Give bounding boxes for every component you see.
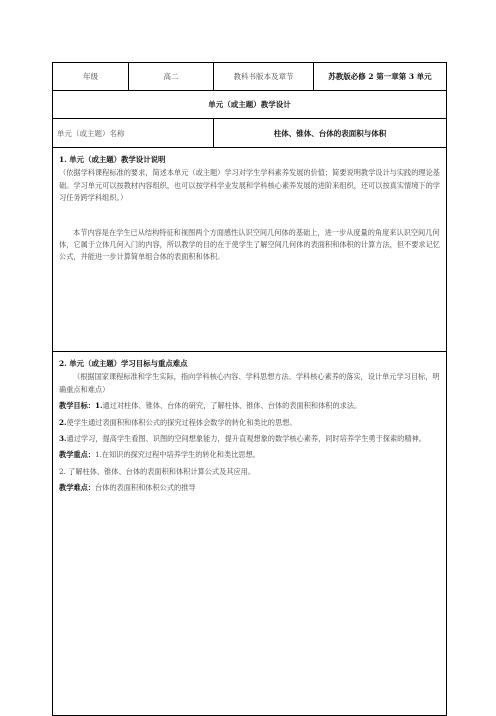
section2-note: （根据国家课程标准和学生实际，指向学科核心内容、学科思想方法、学科核心素养的落实，设计单元学习目标，明确重点和难点） — [59, 372, 440, 394]
key-point-1 — [59, 449, 440, 461]
section2-heading: 2. 单元（或主题）学习目标与重点难点 — [59, 359, 188, 368]
difficulty — [59, 482, 440, 494]
unit-name-label: 单元（或主题）名称 — [53, 119, 214, 148]
section1-heading: 1. 单元（或主题）教学设计说明 — [59, 155, 166, 164]
section1-body: 本节内容是在学生已从结构特征和视图两个方面感性认识空间几何体的基础上，进一步从度量的角度来认识空间几何体，它属于立体几何入门的内容，所以教学的目的在于使学生了解空间几何体的表面积和体积的计算方法，但不要求记忆公式，并能进一步计算简单组合体的表面积和体积。 — [59, 227, 440, 262]
goal2-number: 2. — [59, 417, 67, 427]
unit-name-value: 柱体、锥体、台体的表面积与体积 — [214, 119, 447, 148]
key1-text: 1.在知识的探究过程中培养学生的转化和类比思想。 — [94, 450, 260, 460]
section2-row — [53, 352, 447, 716]
goal2-text: 使学生通过表面积和体积公式的探究过程体会数学的转化和类比的思想。 — [66, 417, 297, 427]
section2-cell — [53, 352, 447, 716]
teaching-goals — [59, 400, 440, 412]
goal1-number: 1. — [94, 401, 103, 411]
header-row — [53, 63, 447, 91]
key-point-2: 2. 了解柱体、锥体、台体的表面积和体积计算公式及其应用。 — [59, 466, 256, 476]
section1-cell — [53, 148, 447, 352]
unit-name-row — [53, 119, 447, 148]
section1-note: （依据学科课程标准的要求，简述本单元（或主题）学习对学生学科素养发展的价值；简要说明教学设计与实践的理论基础。学习单元可以按教材内容组织，也可以按学科学业发展和学科核心素养发展的进阶来组织，还可以按真实情境下的学习任务跨学科组织。） — [59, 168, 440, 203]
textbook-label: 教科书版本及章节 — [214, 63, 314, 91]
goal2 — [59, 417, 440, 429]
difficulty-label: 教学难点： — [59, 483, 95, 493]
difficulty-text: 台体的表面积和体积公式的推导 — [94, 483, 196, 493]
key-label: 教学重点： — [59, 450, 95, 460]
goal3-text: 通过学习，提高学生看图、识图的空间想象能力，提升直观想象的数学核心素养，同时培养学生勇于探索的精神。 — [66, 434, 426, 444]
goal1-text: 通过对柱体、锥体、台体的研究，了解柱体、锥体、台体的表面积和体积的求法。 — [102, 401, 362, 411]
goal3-number: 3. — [59, 434, 67, 444]
goals-label: 教学目标： — [59, 401, 95, 411]
document-page — [52, 62, 446, 716]
spacer — [59, 205, 440, 227]
textbook-value: 苏教版必修 2 第一章第 3 单元 — [314, 63, 447, 91]
unit-title-row — [53, 91, 447, 119]
grade-value: 高二 — [129, 63, 214, 91]
grade-label: 年级 — [53, 63, 129, 91]
section1-row — [53, 148, 447, 352]
design-table — [52, 62, 447, 716]
unit-title: 单元（或主题）教学设计 — [53, 91, 447, 119]
goal3 — [59, 433, 440, 445]
